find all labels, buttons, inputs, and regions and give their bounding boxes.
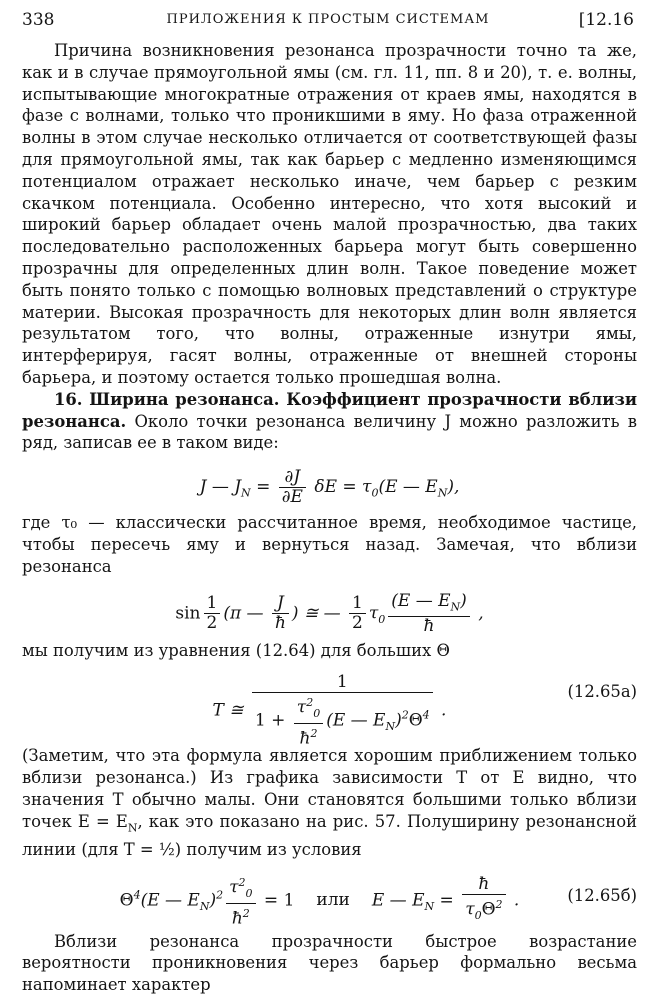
eq3-den-b: (E — E bbox=[326, 710, 386, 731]
eq2-n-close: ) bbox=[460, 590, 467, 611]
section-ref: [12.16 bbox=[578, 10, 634, 30]
eq2-n-num-a: (E — E bbox=[391, 590, 451, 611]
eq2-approx: ≅ — bbox=[298, 603, 347, 624]
eq4-den bbox=[462, 895, 505, 925]
eq4-a-sup: 4 bbox=[133, 888, 141, 902]
equation-4 bbox=[22, 861, 637, 931]
para4-a: (Заметим, что эта формула является хорошим приближением только вблизи резонанса.) Из графика зависимости T от E видно, что значения T обычно малы. Они становятся большими только вблизи точек E = E bbox=[22, 746, 637, 831]
eq2-n-frac bbox=[388, 592, 470, 636]
paragraph-final: Вблизи резонанса прозрачности быстрое возрастание вероятности проникновения через барьер формально весьма напоминает характер bbox=[22, 931, 637, 995]
eq3-dot: . bbox=[435, 700, 447, 721]
eq4-h-sup: 2 bbox=[242, 906, 250, 920]
eq4-tau: τ bbox=[229, 877, 239, 898]
eq4-frac bbox=[462, 875, 505, 925]
equation-2 bbox=[22, 578, 637, 640]
eq2-tau: τ bbox=[368, 603, 379, 624]
eq3-number: (12.65а) bbox=[567, 682, 637, 702]
paragraph-remark bbox=[22, 745, 637, 860]
eq1-lhs: J — J bbox=[199, 477, 242, 498]
eq3-h-den bbox=[294, 724, 323, 749]
eq3-den bbox=[252, 693, 433, 749]
eq4-den-b: Θ bbox=[481, 900, 496, 921]
eq2-half2 bbox=[349, 594, 366, 633]
eq3-den-c: ) bbox=[395, 710, 402, 731]
eq3-den-sup2: 4 bbox=[422, 709, 430, 723]
paragraph-large-theta: мы получим из уравнения (12.64) для больших Θ bbox=[22, 640, 450, 660]
eq4-h-den bbox=[226, 904, 255, 929]
eq3-num: 1 bbox=[252, 673, 433, 693]
eq3-tau-num bbox=[294, 693, 323, 724]
eq2-paren-open: (π — bbox=[223, 603, 269, 624]
paragraph-section-16 bbox=[22, 389, 637, 454]
eq3-den-sub: N bbox=[385, 720, 396, 734]
section-text: Около точки резонанса величину J можно разложить в ряд, записав ее в таком виде: bbox=[22, 411, 637, 453]
equation-3 bbox=[22, 661, 637, 750]
eq4-a: Θ bbox=[119, 889, 134, 910]
eq3-den-sup: 2 bbox=[401, 709, 409, 723]
eq4-or: или bbox=[316, 889, 350, 910]
eq3-den-d: Θ bbox=[408, 710, 423, 731]
eq4-c: ) bbox=[209, 889, 217, 910]
eq3-den-a: 1 + bbox=[254, 710, 291, 731]
eq4-den-a: τ bbox=[465, 900, 475, 921]
eq1-rest3: ), bbox=[447, 477, 460, 498]
eq4-f: = bbox=[434, 889, 460, 910]
para4-sub: N bbox=[127, 821, 138, 834]
eq4-b-sub: N bbox=[199, 899, 210, 913]
equation-1 bbox=[22, 454, 637, 512]
eq2-j-frac bbox=[272, 594, 289, 633]
eq4-tau-sup: 2 bbox=[238, 875, 246, 889]
eq1-rest2: (E — E bbox=[378, 477, 438, 498]
eq4-c-sup: 2 bbox=[216, 888, 224, 902]
eq2-half2-num: 1 bbox=[349, 594, 366, 614]
eq4-b: (E — E bbox=[140, 889, 200, 910]
eq3-tau: τ bbox=[296, 697, 307, 718]
eq3-lhs: T ≅ bbox=[212, 700, 249, 721]
page-number: 338 bbox=[22, 10, 55, 30]
running-header bbox=[22, 8, 634, 32]
para4-b: , как это показано на рис. 57. Полуширину резонансной линии (для T = ½) получим из условия bbox=[22, 811, 637, 859]
eq2-n-sub: N bbox=[450, 599, 461, 613]
eq4-dot: . bbox=[508, 889, 520, 910]
eq4-number: (12.65б) bbox=[567, 885, 637, 905]
eq4-d: = 1 bbox=[258, 889, 295, 910]
eq3-h-sup: 2 bbox=[310, 727, 318, 741]
eq4-e: E — E bbox=[371, 889, 425, 910]
eq2-j-num: J bbox=[272, 594, 289, 614]
text-body bbox=[22, 40, 637, 996]
eq1-rest-sub2: N bbox=[437, 486, 448, 500]
eq1-den: ∂E bbox=[281, 487, 303, 508]
eq1-rest-sub: 0 bbox=[371, 486, 379, 500]
paragraph-resonance-cause: Причина возникновения резонанса прозрачности точно та же, как и в случае прямоугольной ямы (см. гл. 11, пп. 8 и 20), т. е. волны, испытывающие многократные отражения от краев ямы, находятся в фазе с волнами, только что проникшими в яму. Но фаза отраженной волны в этом случае несколько отличается от соответствующей фазы для прямоугольной ямы, так как барьер с медленно изменяющимся потенциалом отражает несколько иначе, чем барьер с резким скачком потенциала. Особенно интересно, что хотя высокий и широкий барьер обладает очень малой прозрачностью, два таких последовательно расположенных барьера могут быть совершенно прозрачны для определенных длин волн. Такое поведение может быть понято только с помощью волновых представлений о структуре материи. Высокая прозрачность для некоторых длин волн является результатом того, что волны, отраженные изнутри ямы, интерферируя, гасят волны, отраженные от внешней стороны барьера, и поэтому остается только прошедшая волна. bbox=[22, 41, 637, 387]
eq2-j-den: ħ bbox=[274, 613, 286, 634]
eq3-h: ħ bbox=[299, 729, 311, 750]
eq2-tau-sub: 0 bbox=[378, 612, 386, 626]
eq2-sin: sin bbox=[175, 603, 201, 624]
eq2-half bbox=[204, 594, 221, 633]
eq3-tau-frac bbox=[294, 693, 323, 749]
eq2-n-den: ħ bbox=[423, 615, 435, 636]
eq1-num: ∂J bbox=[279, 468, 306, 488]
eq2-half-num: 1 bbox=[204, 594, 221, 614]
eq4-e-sub: N bbox=[424, 899, 435, 913]
running-title: ПРИЛОЖЕНИЯ К ПРОСТЫМ СИСТЕМАМ bbox=[166, 12, 490, 27]
eq2-paren-close: ) bbox=[291, 603, 299, 624]
eq4-tau-num bbox=[226, 873, 255, 904]
eq4-num: ħ bbox=[462, 875, 505, 895]
eq3-tau-sup: 2 bbox=[306, 696, 314, 710]
eq3-fraction bbox=[252, 673, 433, 749]
eq2-half-den: 2 bbox=[206, 613, 218, 634]
eq4-tau-sub: 0 bbox=[245, 886, 253, 900]
eq4-den-sup: 2 bbox=[495, 898, 503, 912]
paragraph-tau: где τ₀ — классически рассчитанное время, необходимое частице, чтобы пересечь яму и вернуться назад. Замечая, что вблизи резонанса bbox=[22, 513, 637, 576]
eq1-fraction bbox=[279, 468, 306, 507]
eq1-equals: = bbox=[250, 477, 276, 498]
eq1-lhs-sub: N bbox=[241, 486, 251, 500]
section-heading: 16. Ширина резонанса. Коэффициент прозрачности вблизи резонанса. bbox=[22, 389, 637, 431]
eq3-tau-sub: 0 bbox=[313, 707, 321, 721]
eq2-half2-den: 2 bbox=[352, 613, 363, 634]
eq2-n-num bbox=[388, 592, 470, 617]
eq4-h: ħ bbox=[231, 908, 243, 929]
eq4-tau-frac bbox=[226, 873, 255, 929]
eq2-comma: , bbox=[472, 603, 484, 624]
eq4-den-sub: 0 bbox=[474, 909, 482, 923]
eq1-rest1: δE = τ bbox=[308, 477, 372, 498]
